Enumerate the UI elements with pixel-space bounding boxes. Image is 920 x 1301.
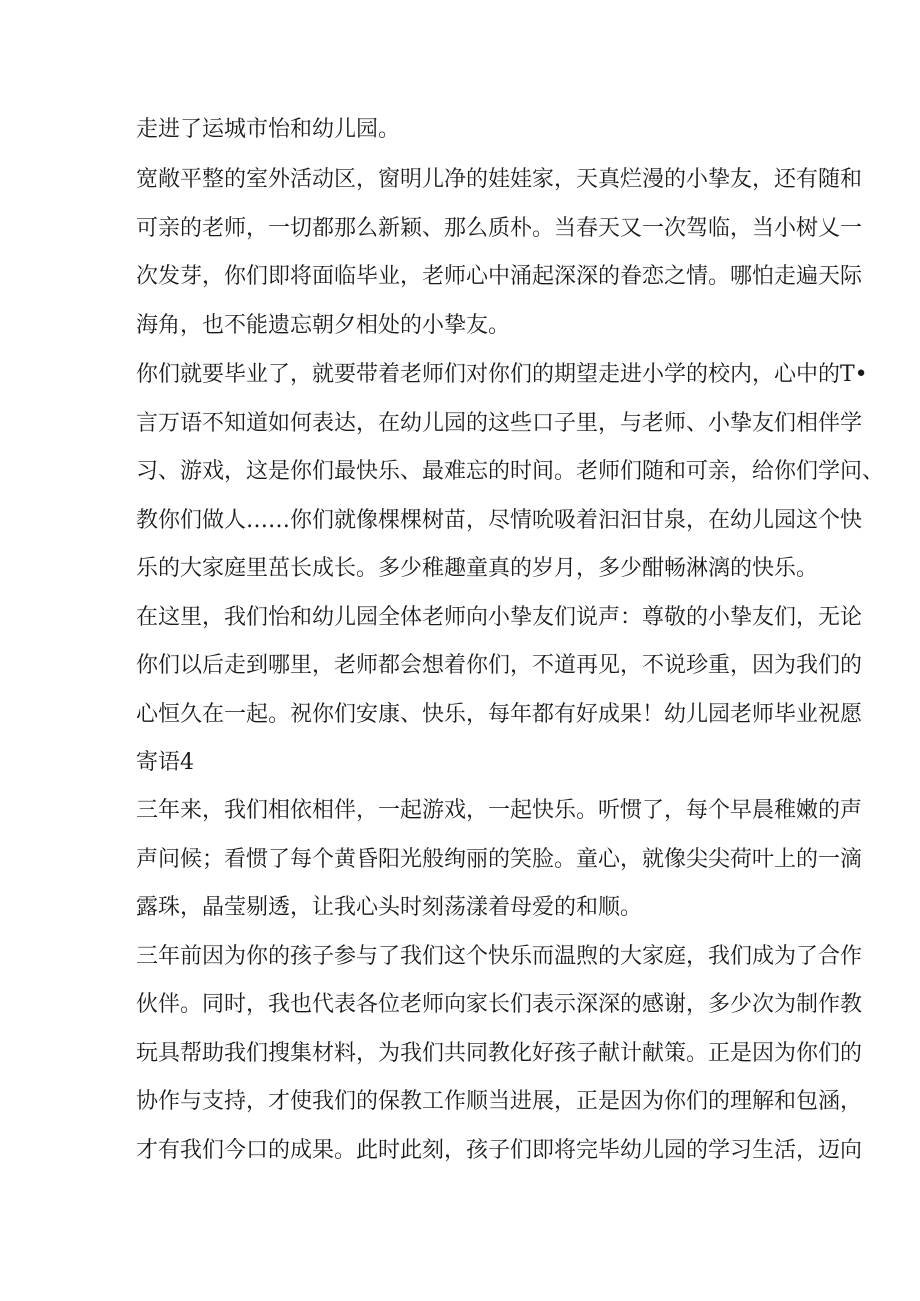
text-line: 伙伴。同时，我也代表各位老师向家长们表示深深的感谢，多少次为制作教 (136, 992, 863, 1017)
text-line: 言万语不知道如何表达，在幼儿园的这些口子里，与老师、小挚友们相伴学 (136, 411, 863, 436)
text-line: 才有我们今口的成果。此时此刻，孩子们即将完毕幼儿园的学习生活，迈向 (136, 1138, 863, 1163)
text-line: 在这里，我们怡和幼儿园全体老师向小挚友们说声：尊敬的小挚友们，无论 (136, 605, 863, 630)
text-line: 你们以后走到哪里，老师都会想着你们，不道再见，不说珍重，因为我们的 (136, 653, 863, 678)
text-line: 寄语4 (136, 750, 194, 775)
text-line: 心恒久在一起。祝你们安康、快乐，每年都有好成果！幼儿园老师毕业祝愿 (136, 702, 863, 727)
text-line: 走进了运城市怡和幼儿园。 (136, 117, 401, 142)
text-line: 可亲的老师，一切都那么新颖、那么质朴。当春天又一次驾临，当小树乂一 (136, 216, 863, 241)
text-line: 三年前因为你的孩子参与了我们这个快乐而温煦的大家庭，我们成为了合作 (136, 944, 863, 969)
text-line: 声问候；看惯了每个黄昏阳光般绚丽的笑脸。童心，就像尖尖荷叶上的一滴 (136, 847, 863, 872)
text-line: 协作与支持，才使我们的保教工作顺当进展，正是因为你们的理解和包涵， (136, 1089, 863, 1114)
text-line: 玩具帮助我们搜集材料，为我们共同教化好孩子献计献策。正是因为你们的 (136, 1041, 863, 1066)
text-line: 海角，也不能遗忘朝夕相处的小挚友。 (136, 313, 511, 338)
text-line: 教你们做人……你们就像棵棵树苗，尽情吮吸着汩汩甘泉，在幼儿园这个快 (136, 508, 863, 533)
text-line: 次发芽，你们即将面临毕业，老师心中涌起深深的眷恋之情。哪怕走遍天际 (136, 264, 863, 289)
text-line: 露珠，晶莹剔透，让我心头时刻荡漾着母爱的和顺。 (136, 895, 643, 920)
text-line: 习、游戏，这是你们最快乐、最难忘的时间。老师们随和可亲，给你们学问、 (136, 459, 885, 484)
text-line: 三年来，我们相依相伴，一起游戏，一起快乐。听惯了，每个早晨稚嫩的声 (136, 798, 863, 823)
text-line: 乐的大家庭里茁长成长。多少稚趣童真的岁月，多少酣畅淋漓的快乐。 (136, 556, 819, 581)
text-line: 宽敞平整的室外活动区，窗明儿净的娃娃家，天真烂漫的小挚友，还有随和 (136, 167, 863, 192)
text-line: 你们就要毕业了，就要带着老师们对你们的期望走进小学的校内，心中的T• (136, 362, 868, 387)
